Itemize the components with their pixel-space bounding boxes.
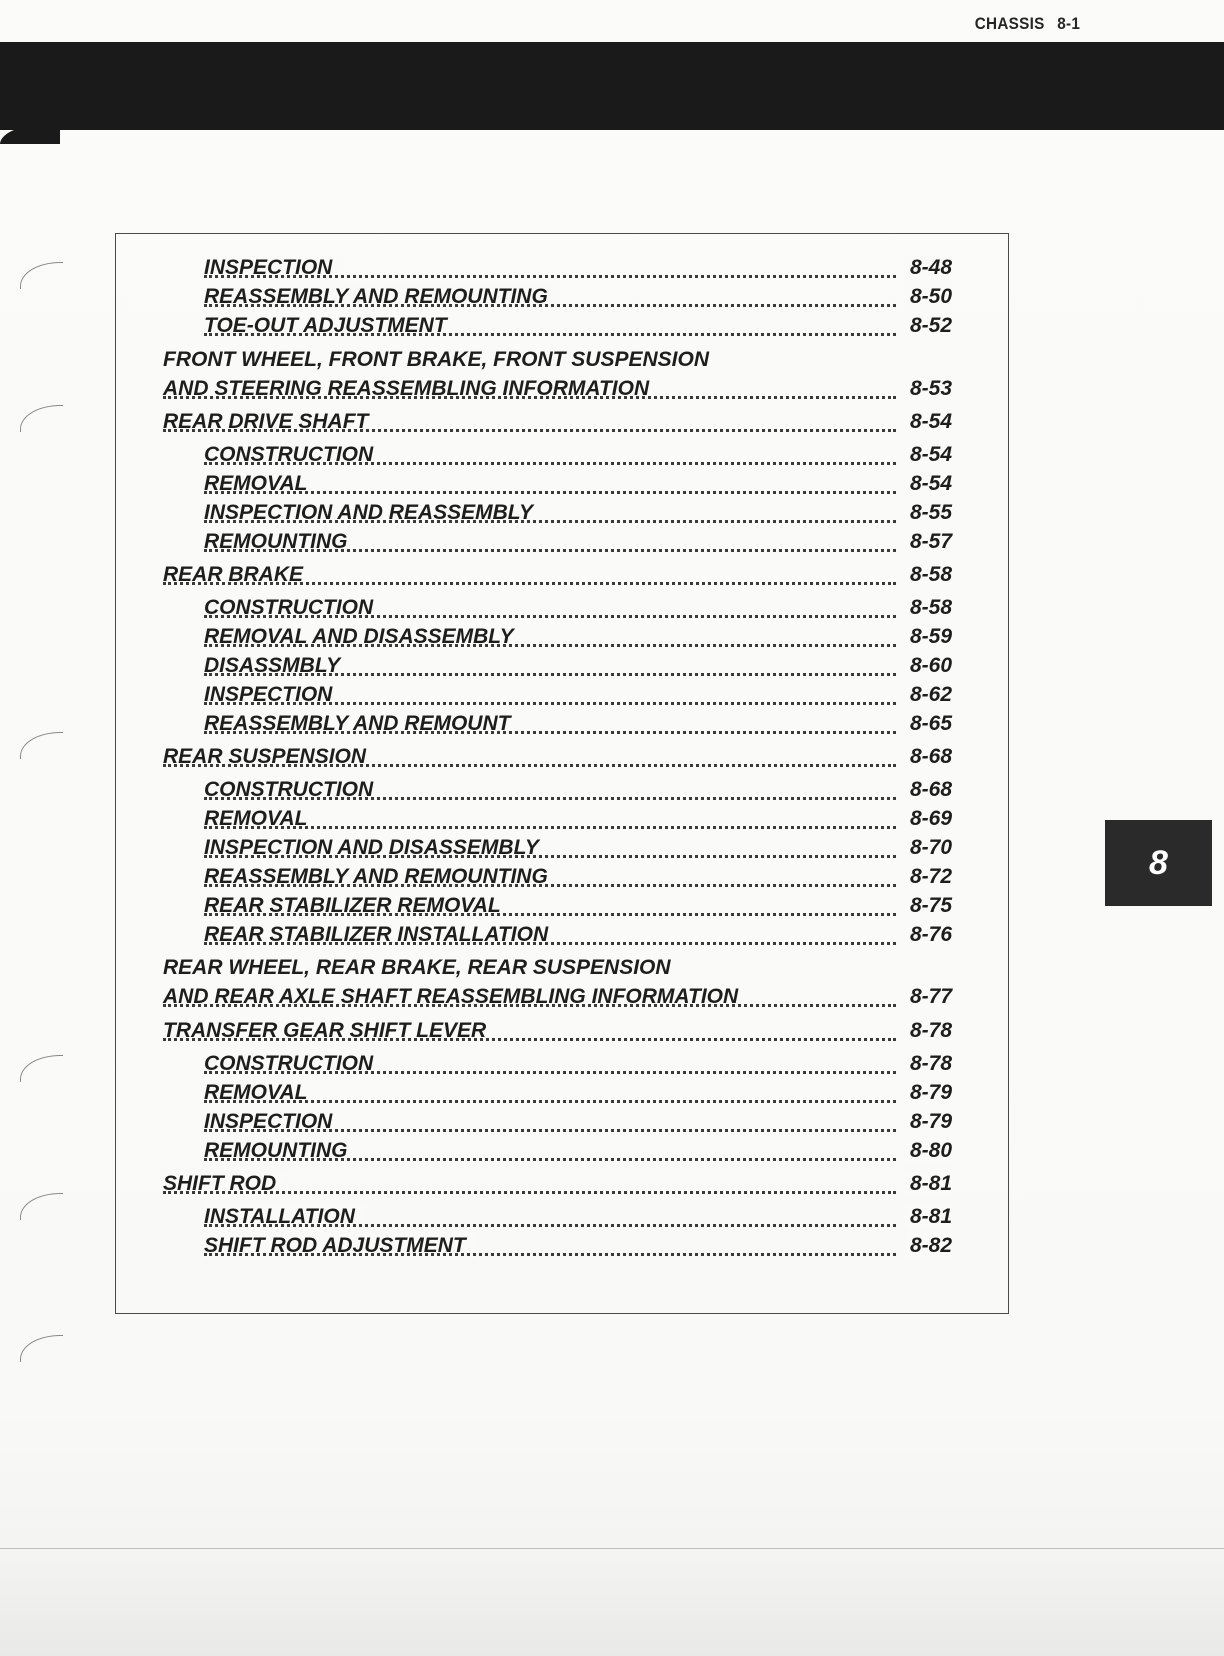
toc-dot-leader xyxy=(204,1227,896,1256)
toc-dot-leader xyxy=(204,1074,896,1103)
toc-entry-page: 8-68 xyxy=(906,777,952,803)
toc-entry-title: REASSEMBLY AND REMOUNTING xyxy=(204,864,558,890)
toc-entry-title: REASSEMBLY AND REMOUNTING xyxy=(204,284,558,310)
running-header xyxy=(975,14,1080,34)
toc-entry-page: 8-57 xyxy=(906,529,952,555)
toc-dot-leader xyxy=(204,589,896,618)
binder-hole-mark xyxy=(20,1193,63,1220)
toc-dot-leader xyxy=(163,556,896,585)
toc-dot-leader xyxy=(163,370,896,399)
toc-entry-title: TRANSFER GEAR SHIFT LEVER xyxy=(163,1018,496,1044)
toc-entry-title: REASSEMBLY AND REMOUNT xyxy=(204,711,520,737)
toc-entry-title: AND STEERING REASSEMBLING INFORMATION xyxy=(163,376,659,402)
toc-entry-title: REAR SUSPENSION xyxy=(163,744,376,770)
toc-dot-leader xyxy=(204,647,896,676)
toc-dot-leader xyxy=(163,1012,896,1041)
binder-hole-mark xyxy=(20,732,63,759)
toc-entry-title: REAR STABILIZER REMOVAL xyxy=(204,893,511,919)
toc-entry-page: 8-72 xyxy=(906,864,952,890)
toc-entry xyxy=(116,529,1008,555)
toc-dot-leader xyxy=(204,705,896,734)
page-edge-line xyxy=(0,1548,1224,1549)
toc-entry-title: CONSTRUCTION xyxy=(204,1051,383,1077)
toc-entry-page: 8-52 xyxy=(906,313,952,339)
toc-entry-title: REAR WHEEL, REAR BRAKE, REAR SUSPENSION xyxy=(163,955,681,981)
toc-entry xyxy=(116,711,1008,737)
table-of-contents xyxy=(115,233,1009,1314)
toc-entry-page: 8-77 xyxy=(906,984,952,1010)
toc-entry xyxy=(116,1018,1008,1044)
toc-entry-page: 8-69 xyxy=(906,806,952,832)
toc-entry-title: DISASSMBLY xyxy=(204,653,350,679)
toc-list xyxy=(116,234,1008,1313)
toc-entry-page: 8-58 xyxy=(906,562,952,588)
toc-entry-title: SHIFT ROD ADJUSTMENT xyxy=(204,1233,476,1259)
toc-entry-title: INSPECTION AND REASSEMBLY xyxy=(204,500,543,526)
toc-dot-leader xyxy=(204,1045,896,1074)
binder-hole-mark xyxy=(20,1335,63,1362)
toc-entry-page: 8-60 xyxy=(906,653,952,679)
toc-entry-title: CONSTRUCTION xyxy=(204,442,383,468)
toc-dot-leader xyxy=(204,249,896,278)
toc-entry-page: 8-81 xyxy=(906,1171,952,1197)
page-bottom-shadow xyxy=(0,1560,1224,1656)
toc-dot-leader xyxy=(204,436,896,465)
toc-entry-page: 8-79 xyxy=(906,1109,952,1135)
toc-entry xyxy=(116,409,1008,435)
toc-dot-leader xyxy=(204,771,896,800)
toc-entry-page: 8-50 xyxy=(906,284,952,310)
toc-entry-title: INSPECTION xyxy=(204,682,342,708)
toc-entry-page: 8-70 xyxy=(906,835,952,861)
toc-entry-title: REMOUNTING xyxy=(204,529,358,555)
toc-dot-leader xyxy=(204,307,896,336)
toc-entry xyxy=(116,922,1008,948)
toc-entry xyxy=(116,744,1008,770)
toc-entry-page: 8-68 xyxy=(906,744,952,770)
toc-entry-title: INSTALLATION xyxy=(204,1204,365,1230)
toc-dot-leader xyxy=(204,278,896,307)
toc-entry-title: REMOVAL AND DISASSEMBLY xyxy=(204,624,524,650)
toc-entry-title: REAR DRIVE SHAFT xyxy=(163,409,378,435)
toc-entry-page: 8-65 xyxy=(906,711,952,737)
header-band xyxy=(0,42,1224,130)
binder-hole-mark xyxy=(20,262,63,289)
toc-dot-leader xyxy=(204,916,896,945)
toc-entry-page: 8-54 xyxy=(906,471,952,497)
toc-entry-page: 8-55 xyxy=(906,500,952,526)
toc-entry-title: AND REAR AXLE SHAFT REASSEMBLING INFORMATION xyxy=(163,984,748,1010)
toc-entry-title: REMOVAL xyxy=(204,1080,317,1106)
toc-entry-title: REAR BRAKE xyxy=(163,562,313,588)
toc-entry-title: REMOVAL xyxy=(204,806,317,832)
toc-entry-page: 8-62 xyxy=(906,682,952,708)
toc-dot-leader xyxy=(204,829,896,858)
binder-hole-mark xyxy=(20,1055,63,1082)
toc-dot-leader xyxy=(204,1198,896,1227)
toc-entry-page: 8-58 xyxy=(906,595,952,621)
toc-dot-leader xyxy=(204,494,896,523)
toc-dot-leader xyxy=(204,523,896,552)
toc-entry-page: 8-78 xyxy=(906,1018,952,1044)
toc-dot-leader xyxy=(204,800,896,829)
toc-dot-leader xyxy=(204,887,896,916)
binder-hole-mark xyxy=(20,405,63,432)
toc-entry xyxy=(116,1171,1008,1197)
toc-entry-title: CONSTRUCTION xyxy=(204,777,383,803)
toc-entry xyxy=(116,1138,1008,1164)
toc-entry-title: REMOVAL xyxy=(204,471,317,497)
toc-entry-page: 8-75 xyxy=(906,893,952,919)
toc-entry-title: INSPECTION xyxy=(204,255,342,281)
toc-dot-leader xyxy=(204,1132,896,1161)
toc-entry-page: 8-54 xyxy=(906,409,952,435)
toc-dot-leader xyxy=(204,1103,896,1132)
toc-dot-leader xyxy=(163,403,896,432)
toc-entry xyxy=(116,984,1008,1010)
toc-entry-title: REMOUNTING xyxy=(204,1138,358,1164)
section-title: CHASSIS xyxy=(974,14,1045,33)
toc-dot-leader xyxy=(163,1165,896,1194)
toc-entry-title: TOE-OUT ADJUSTMENT xyxy=(204,313,457,339)
toc-dot-leader xyxy=(204,465,896,494)
toc-entry xyxy=(116,562,1008,588)
toc-dot-leader xyxy=(163,978,896,1007)
toc-entry-page: 8-48 xyxy=(906,255,952,281)
toc-entry-page: 8-54 xyxy=(906,442,952,468)
toc-entry-page: 8-79 xyxy=(906,1080,952,1106)
toc-entry-title: FRONT WHEEL, FRONT BRAKE, FRONT SUSPENSION xyxy=(163,347,719,373)
toc-entry-page: 8-81 xyxy=(906,1204,952,1230)
toc-entry-title: REAR STABILIZER INSTALLATION xyxy=(204,922,558,948)
toc-entry-page: 8-53 xyxy=(906,376,952,402)
toc-entry-page: 8-80 xyxy=(906,1138,952,1164)
chapter-tab: 8 xyxy=(1105,820,1212,906)
toc-entry-title: INSPECTION xyxy=(204,1109,342,1135)
page-number: 8-1 xyxy=(1057,14,1080,33)
toc-entry-title: CONSTRUCTION xyxy=(204,595,383,621)
toc-entry xyxy=(116,376,1008,402)
toc-entry-title: INSPECTION AND DISASSEMBLY xyxy=(204,835,549,861)
toc-entry xyxy=(116,313,1008,339)
toc-entry-page: 8-82 xyxy=(906,1233,952,1259)
toc-entry-title: SHIFT ROD xyxy=(163,1171,286,1197)
toc-entry-page: 8-76 xyxy=(906,922,952,948)
toc-dot-leader xyxy=(204,676,896,705)
toc-entry-page: 8-78 xyxy=(906,1051,952,1077)
toc-entry-page: 8-59 xyxy=(906,624,952,650)
toc-entry xyxy=(116,1233,1008,1259)
toc-dot-leader xyxy=(163,738,896,767)
toc-dot-leader xyxy=(204,858,896,887)
toc-dot-leader xyxy=(204,618,896,647)
